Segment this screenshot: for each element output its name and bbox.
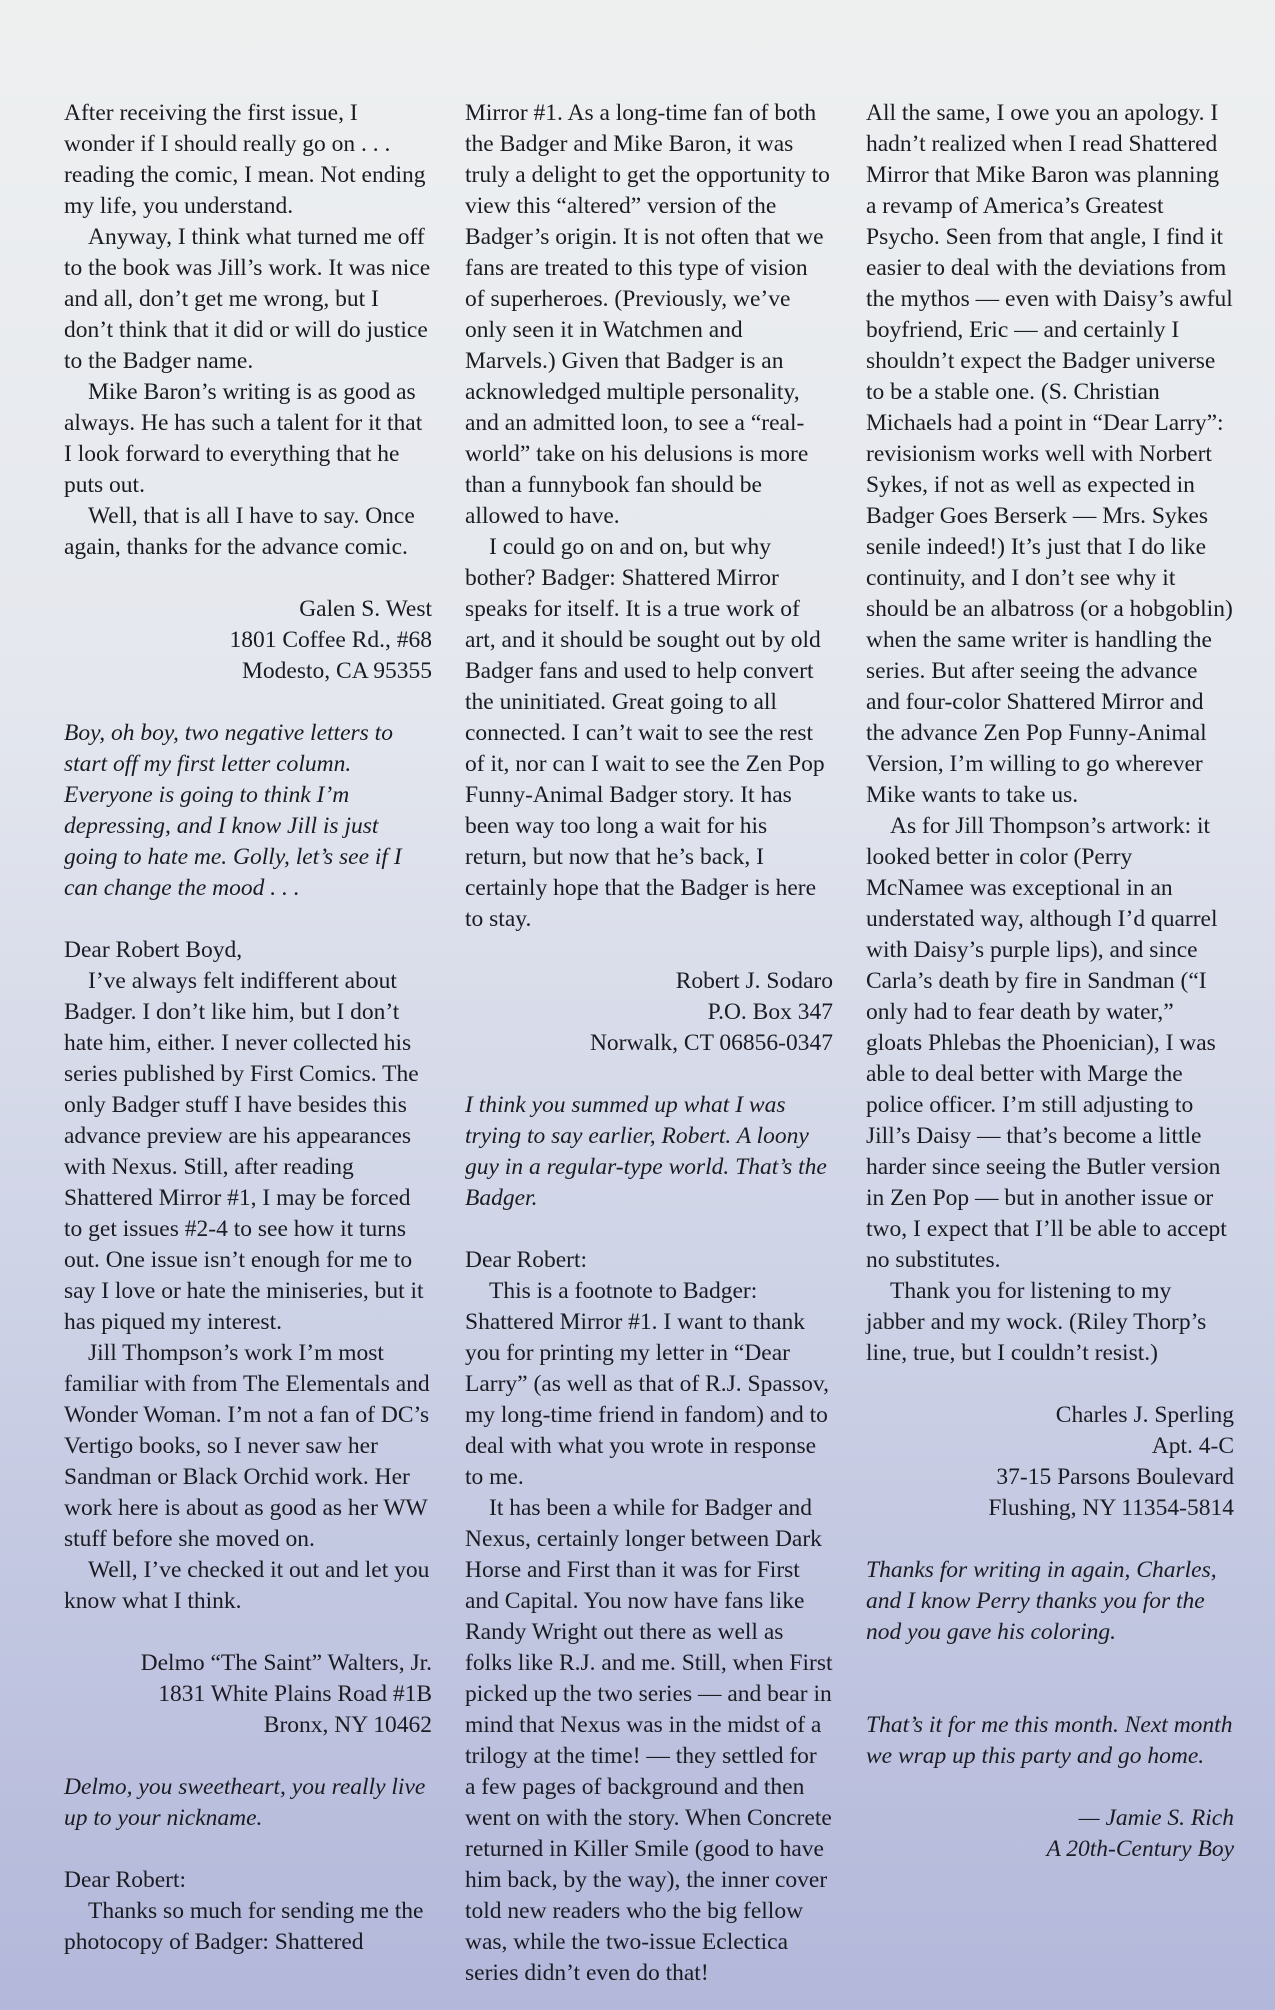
signature-line: Galen S. West (299, 596, 432, 622)
signature-line: P.O. Box 347 (707, 999, 833, 1025)
editor-reply: Thanks for writing in again, Charles, and I know Perry thanks you for the nod you gave his coloring. (866, 1557, 1217, 1645)
column-2 (465, 98, 833, 1989)
editor-reply: That’s it for me this month. Next month we wrap up this party and go home. (866, 1712, 1233, 1769)
letter-paragraph: Well, that is all I have to say. Once again, thanks for the advance comic. (64, 503, 415, 560)
letter-paragraph: It has been a while for Badger and Nexus, certainly longer between Dark Horse and First than it was for First and Capital. You now have fans like Randy Wright out there as well as folks like R.J. and me. Still, when First picked up the two series — and bear in mind that Nexus was in the midst of a trilogy at the time! — they settled for a few pages of background and then went on with the story. When Concrete returned in Killer Smile (good to have him back, by the way), the inner cover told new readers who the big fellow was, while the two-issue Eclectica series didn’t even do that! (465, 1495, 833, 1986)
spacer (866, 1648, 1234, 1679)
signature-line: Delmo “The Saint” Walters, Jr. (140, 1650, 432, 1676)
spacer (64, 1741, 432, 1772)
signature-line: 1831 White Plains Road #1B (158, 1681, 432, 1707)
editor-signature-line: — Jamie S. Rich (1078, 1805, 1234, 1831)
letter-paragraph: Thank you for listening to my jabber and my wock. (Riley Thorp’s line, true, but I couldn’t resist.) (866, 1278, 1207, 1366)
letter-salutation: Dear Robert Boyd, (64, 937, 243, 963)
signature-line: Flushing, NY 11354-5814 (988, 1495, 1234, 1521)
letter-paragraph: Mike Baron’s writing is as good as always. He has such a talent for it that I look forward to everything that he puts out. (64, 379, 423, 498)
letter-paragraph: Jill Thompson’s work I’m most familiar with from The Elementals and Wonder Woman. I’m not a fan of DC’s Vertigo books, so I never saw her Sandman or Black Orchid work. Her work here is about as good as her WW stuff before she moved on. (64, 1340, 430, 1552)
signature-line: Charles J. Sperling (1055, 1402, 1234, 1428)
letter-paragraph: Thanks so much for sending me the photocopy of Badger: Shattered (64, 1898, 424, 1955)
letter-paragraph: I’ve always felt indifferent about Badger. I don’t like him, but I don’t hate him, either. I never collected his series published by First Comics. The only Badger stuff I have besides this advance preview are his appearances with Nexus. Still, after reading Shattered Mirror #1, I may be forced to get issues #2-4 to see how it turns out. One issue isn’t enough for me to say I love or hate the miniseries, but it has piqued my interest. (64, 968, 424, 1335)
letter-paragraph: All the same, I owe you an apology. I hadn’t realized when I read Shattered Mirror that Mike Baron was planning a revamp of America’s Greatest Psycho. Seen from that angle, I find it easier to deal with the deviations from the mythos — even with Daisy’s awful boyfriend, Eric — and certainly I shouldn’t expect the Badger universe to be a stable one. (S. Christian Michaels had a point in “Dear Larry”: revisionism works well with Norbert Sykes, if not as well as expected in Badger Goes Berserk — Mrs. Sykes senile indeed!) It’s just that I do like continuity, and I don’t see why it should be an albatross (or a hobgoblin) when the same writer is handling the series. But after seeing the advance and four-color Shattered Mirror and the advance Zen Pop Funny-Animal Version, I’m willing to go wherever Mike wants to take us. (866, 100, 1233, 808)
column-3 (866, 98, 1234, 1865)
spacer (64, 904, 432, 935)
signature-line: Robert J. Sodaro (675, 968, 833, 994)
signature-line: Apt. 4-C (1151, 1433, 1234, 1459)
letter-paragraph: Well, I’ve checked it out and let you know what I think. (64, 1557, 430, 1614)
letter-paragraph: I could go on and on, but why bother? Badger: Shattered Mirror speaks for itself. It is a true work of art, and it should be sought out by old Badger fans and used to help convert the uninitiated. Great going to all connected. I can’t wait to see the rest of it, nor can I wait to see the Zen Pop Funny-Animal Badger story. It has been way too long a wait for his return, but now that he’s back, I certainly hope that the Badger is here to stay. (465, 534, 825, 932)
spacer (64, 1834, 432, 1865)
signature-line: Bronx, NY 10462 (263, 1712, 432, 1738)
spacer (866, 1679, 1234, 1710)
spacer (64, 1617, 432, 1648)
editor-reply: Boy, oh boy, two negative letters to start off my first letter column. Everyone is going to think I’m depressing, and I know Jill is just going to hate me. Golly, let’s see if I can change the mood . . . (64, 720, 402, 901)
spacer (465, 1214, 833, 1245)
spacer (64, 563, 432, 594)
column-1 (64, 98, 432, 1958)
spacer (465, 1059, 833, 1090)
spacer (866, 1524, 1234, 1555)
signature-line: 1801 Coffee Rd., #68 (229, 627, 432, 653)
signature-line: Norwalk, CT 06856-0347 (589, 1030, 833, 1056)
letter-salutation: Dear Robert: (64, 1867, 187, 1893)
spacer (465, 935, 833, 966)
letter-paragraph: After receiving the first issue, I wonder if I should really go on . . . reading the comic, I mean. Not ending my life, you understand. (64, 100, 426, 219)
letter-paragraph: As for Jill Thompson’s artwork: it looked better in color (Perry McNamee was exceptional in an understated way, although I’d quarrel with Daisy’s purple lips), and since Carla’s death by fire in Sandman (“I only had to fear death by water,” gloats Phlebas the Phoenician), I was able to deal better with Marge the police officer. I’m still adjusting to Jill’s Daisy — that’s become a little harder since seeing the Butler version in Zen Pop — but in another issue or two, I expect that I’ll be able to accept no substitutes. (866, 813, 1227, 1273)
letter-paragraph: Anyway, I think what turned me off to the book was Jill’s work. It was nice and all, don’t get me wrong, but I don’t think that it did or will do justice to the Badger name. (64, 224, 431, 374)
editor-signature-line: A 20th-Century Boy (1046, 1836, 1234, 1862)
spacer (866, 1772, 1234, 1803)
spacer (64, 687, 432, 718)
editor-reply: I think you summed up what I was trying to say earlier, Robert. A loony guy in a regular-type world. That’s the Badger. (465, 1092, 827, 1211)
editor-reply: Delmo, you sweetheart, you really live up to your nickname. (64, 1774, 426, 1831)
letter-paragraph: Mirror #1. As a long-time fan of both the Badger and Mike Baron, it was truly a delight to get the opportunity to view this “altered” version of the Badger’s origin. It is not often that we fans are treated to this type of vision of superheroes. (Previously, we’ve only seen it in Watchmen and Marvels.) Given that Badger is an acknowledged multiple personality, and an admitted loon, to see a “real-world” take on his delusions is more than a funnybook fan should be allowed to have. (465, 100, 830, 529)
letter-salutation: Dear Robert: (465, 1247, 588, 1273)
spacer (866, 1369, 1234, 1400)
letter-paragraph: This is a footnote to Badger: Shattered Mirror #1. I want to thank you for printing my letter in “Dear Larry” (as well as that of R.J. Spassov, my long-time friend in fandom) and to deal with what you wrote in response to me. (465, 1278, 829, 1490)
signature-line: Modesto, CA 95355 (242, 658, 432, 684)
signature-line: 37-15 Parsons Boulevard (996, 1464, 1234, 1490)
